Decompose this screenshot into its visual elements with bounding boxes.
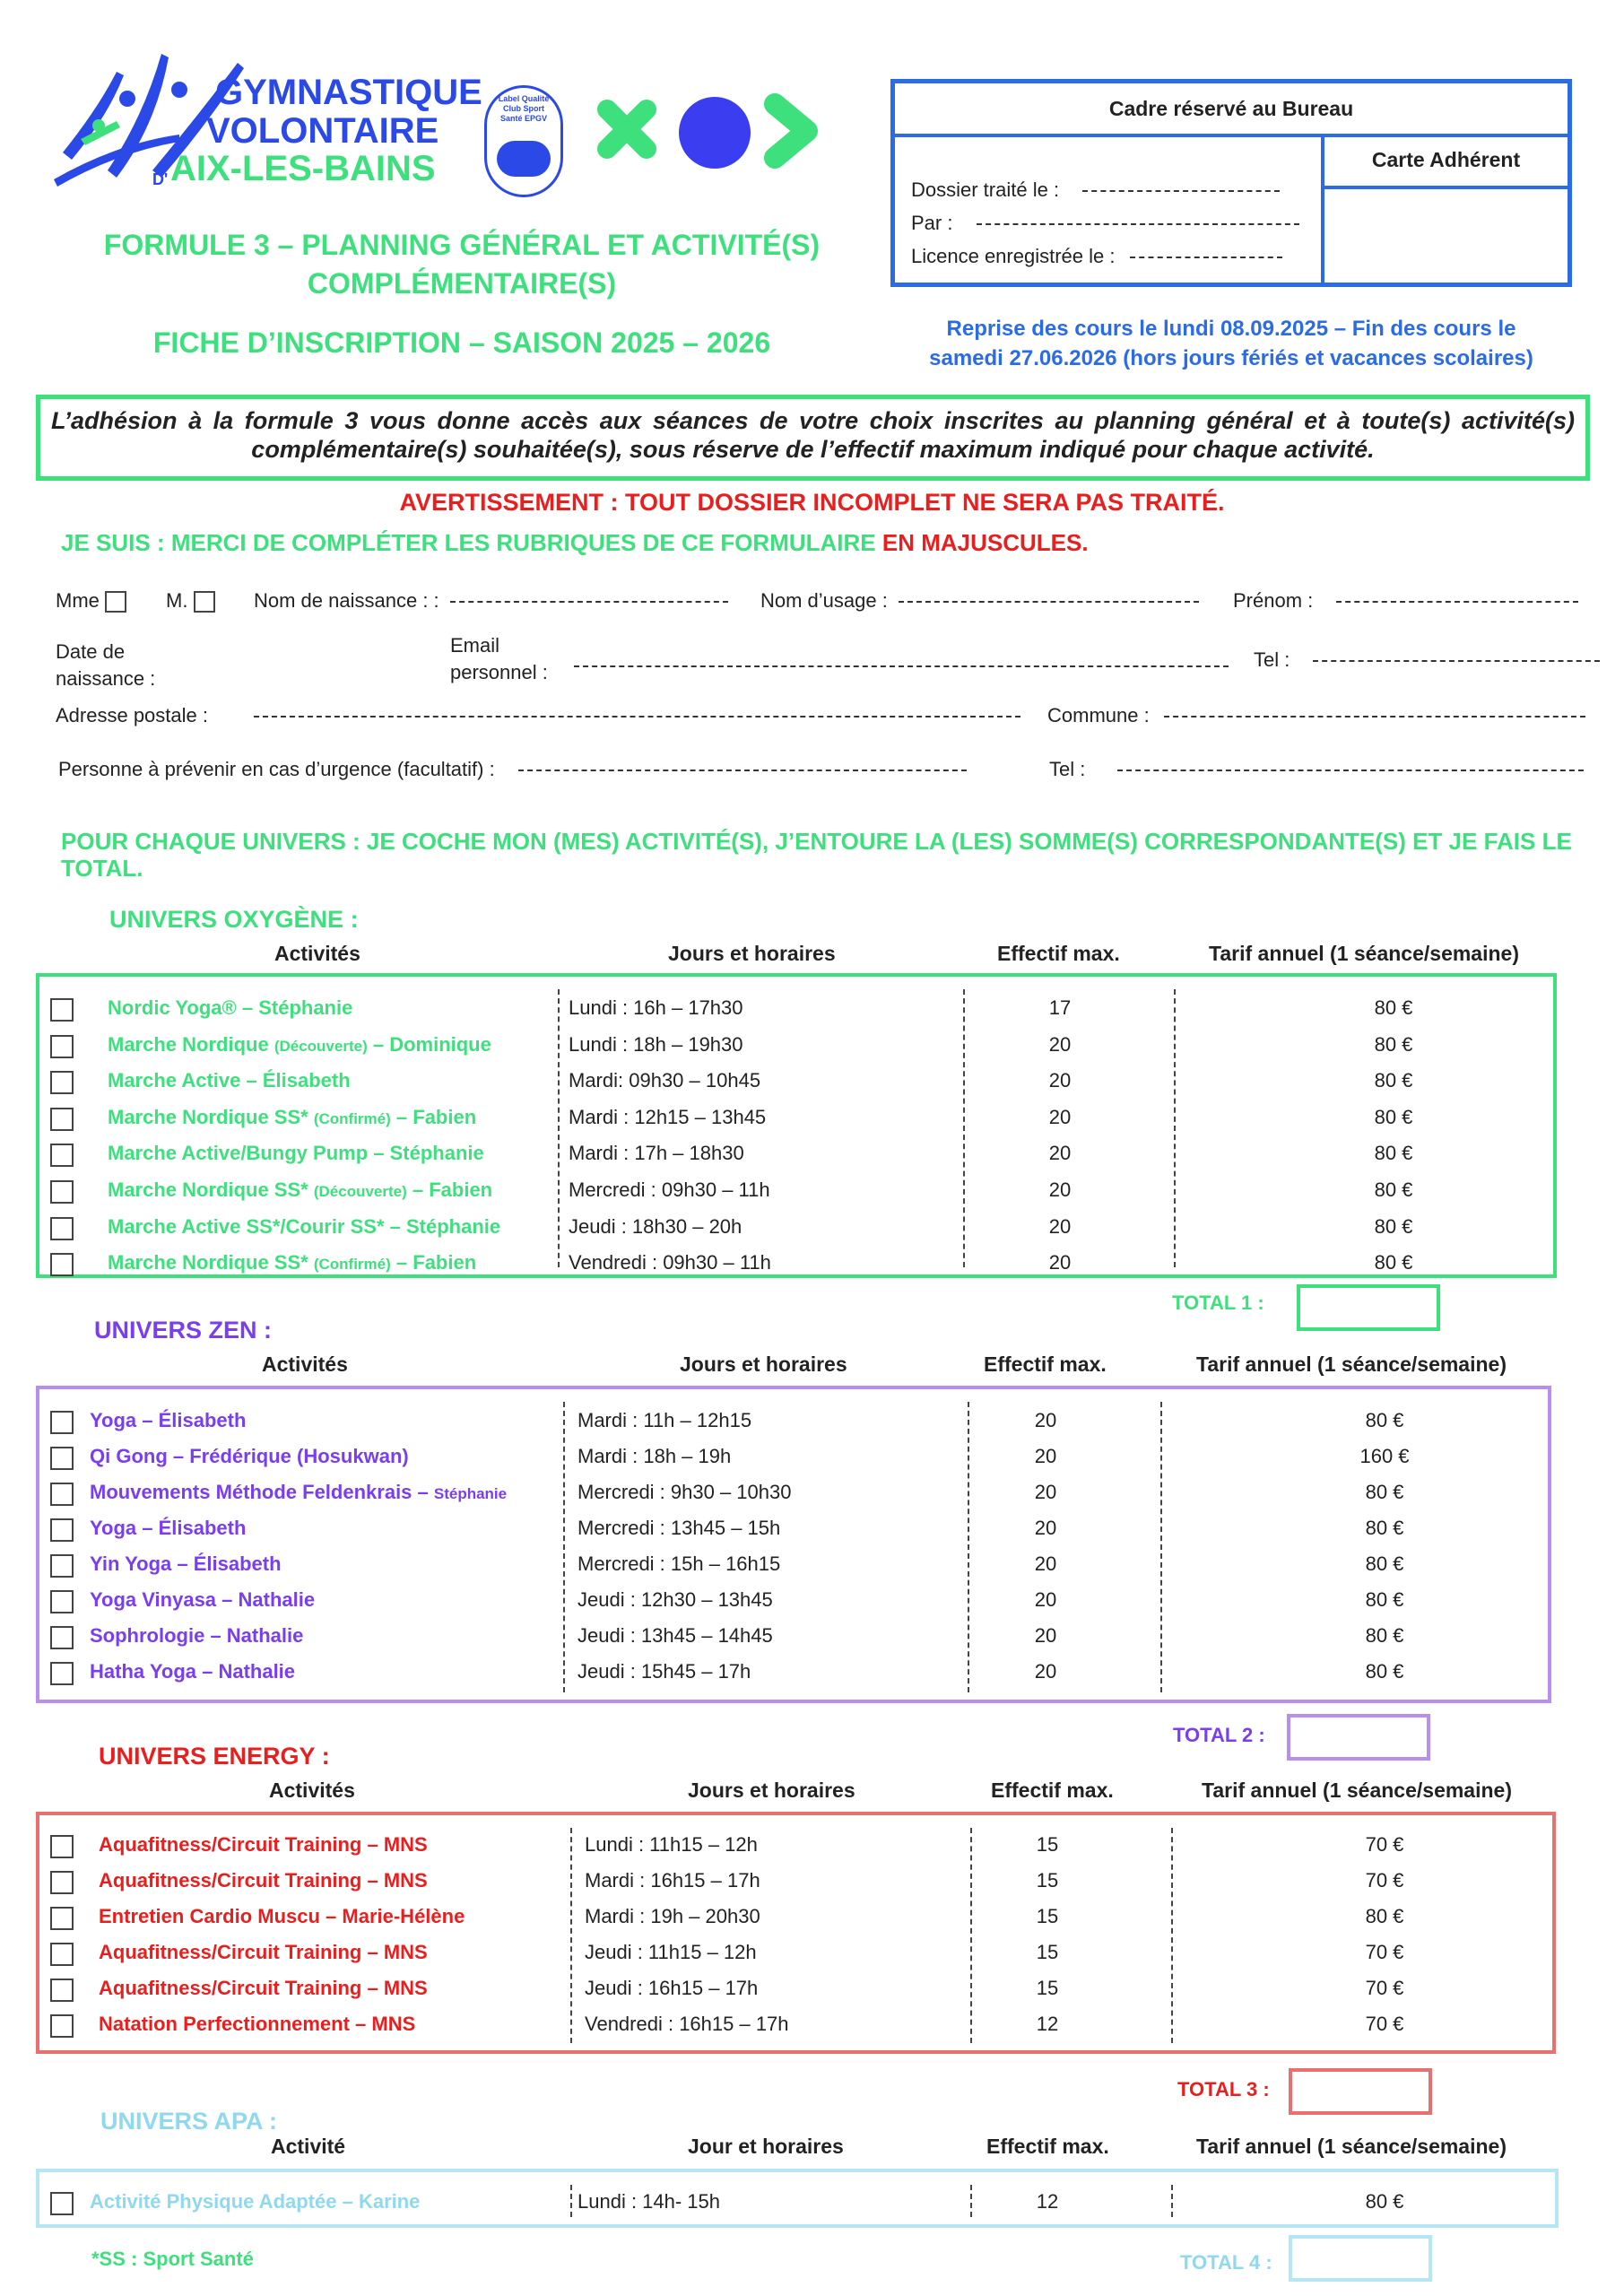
tel-label: Tel : — [1254, 648, 1290, 671]
energy-activity-name: Aquafitness/Circuit Training – MNS — [99, 1941, 428, 1963]
energy-activity-name: Aquafitness/Circuit Training – MNS — [99, 1869, 428, 1892]
quality-label-badge — [484, 85, 563, 197]
energy-activity-price[interactable]: 70 € — [1365, 1869, 1404, 1892]
zen-activity-price[interactable]: 80 € — [1365, 1409, 1404, 1431]
tel-field[interactable] — [1254, 648, 1600, 672]
energy-activity-name: Natation Perfectionnement – MNS — [99, 2013, 416, 2035]
zen-activity-schedule: Mercredi : 15h – 16h15 — [578, 1552, 781, 1575]
zen-activity-row[interactable] — [39, 1438, 1548, 1474]
member-card-title: Carte Adhérent — [1324, 134, 1568, 189]
oxygene-activity-row[interactable] — [39, 1208, 1553, 1244]
form-title-line2: COMPLÉMENTAIRE(S) — [307, 267, 617, 300]
oxygene-activity-capacity: 20 — [1048, 1069, 1072, 1092]
energy-activity-capacity: 15 — [1036, 1905, 1059, 1927]
energy-activity-schedule: Mardi : 16h15 – 17h — [585, 1869, 760, 1892]
oxygene-activity-checkbox[interactable] — [50, 1217, 74, 1240]
oxygene-activity-capacity: 20 — [1048, 1105, 1072, 1128]
energy-activity-price[interactable]: 80 € — [1365, 1905, 1404, 1927]
energy-activity-price[interactable]: 70 € — [1365, 1941, 1404, 1963]
zen-activity-row[interactable] — [39, 1653, 1548, 1689]
oxygene-activity-row[interactable] — [39, 1135, 1553, 1170]
zen-activity-checkbox[interactable] — [50, 1626, 74, 1649]
logo-prefix: D' — [152, 170, 169, 188]
apa-title: UNIVERS APA : — [100, 2108, 278, 2135]
zen-activity-row[interactable] — [39, 1581, 1548, 1617]
energy-activity-schedule: Lundi : 11h15 – 12h — [585, 1833, 758, 1856]
zen-activity-name: Yoga – Élisabeth — [90, 1517, 247, 1539]
energy-activity-capacity: 15 — [1036, 1833, 1059, 1856]
apa-col-jour: Jour et horaires — [688, 2135, 844, 2158]
resumption-line2: samedi 27.06.2026 (hors jours fériés et vacances scolaires) — [929, 346, 1533, 370]
instruction-text: POUR CHAQUE UNIVERS : JE COCHE MON (MES) ACTIVITÉ(S), J’ENTOURE LA (LES) SOMME(S) CORRESPONDANTE(S) ET JE FAIS LE TOTAL. — [61, 828, 1572, 882]
apa-table — [36, 2169, 1559, 2228]
office-fields — [911, 173, 1299, 273]
zen-activity-name: Yoga – Élisabeth — [90, 1409, 247, 1431]
energy-activity-row[interactable] — [39, 1826, 1552, 1862]
energy-activity-capacity: 15 — [1036, 1941, 1059, 1963]
urgence-field[interactable] — [58, 758, 967, 781]
energy-activity-checkbox[interactable] — [50, 1871, 74, 1894]
energy-activity-row[interactable] — [39, 1862, 1552, 1898]
total2-label: TOTAL 2 : — [1173, 1724, 1265, 1746]
oxygene-activity-checkbox[interactable] — [50, 1144, 74, 1167]
zen-activity-checkbox[interactable] — [50, 1411, 74, 1434]
energy-activity-price[interactable]: 70 € — [1365, 2013, 1404, 2035]
zen-activity-price[interactable]: 80 € — [1365, 1552, 1404, 1575]
urgence-label: Personne à prévenir en cas d’urgence (facultatif) : — [58, 758, 495, 780]
zen-activity-schedule: Jeudi : 12h30 – 13h45 — [578, 1588, 773, 1611]
zen-activity-checkbox[interactable] — [50, 1554, 74, 1578]
energy-col-jours: Jours et horaires — [688, 1779, 855, 1802]
zen-activity-name: Yin Yoga – Élisabeth — [90, 1552, 282, 1575]
mme-checkbox[interactable] — [105, 591, 126, 613]
zen-activity-price[interactable]: 80 € — [1365, 1588, 1404, 1611]
zen-activity-checkbox[interactable] — [50, 1662, 74, 1685]
zen-activity-checkbox[interactable] — [50, 1447, 74, 1470]
oxygene-activity-price[interactable]: 80 € — [1374, 1251, 1413, 1274]
oxygene-activity-name: Marche Nordique (Découverte) – Dominique — [108, 1032, 491, 1056]
oxygene-activity-price[interactable]: 80 € — [1374, 996, 1413, 1019]
oxygene-activity-checkbox[interactable] — [50, 1253, 74, 1276]
energy-activity-capacity: 15 — [1036, 1869, 1059, 1892]
nom-usage-label: Nom d’usage : — [760, 589, 888, 612]
zen-table — [36, 1386, 1551, 1703]
oxygene-activity-schedule: Lundi : 18h – 19h30 — [569, 1032, 743, 1056]
apa-col-tarif: Tarif annuel (1 séance/semaine) — [1196, 2135, 1507, 2158]
licence-label: Licence enregistrée le : — [911, 245, 1116, 267]
zen-activity-price[interactable]: 160 € — [1359, 1445, 1410, 1467]
zen-activity-price[interactable]: 80 € — [1365, 1481, 1404, 1503]
label-badge-text: Label Qualité Club Sport Santé EPGV — [498, 94, 550, 123]
oxygene-activity-price[interactable]: 80 € — [1374, 1214, 1413, 1238]
oxygene-activity-name: Marche Active/Bungy Pump – Stéphanie — [108, 1142, 484, 1165]
commune-field[interactable] — [1047, 704, 1585, 727]
energy-activity-row[interactable] — [39, 1898, 1552, 1934]
zen-col-effectif: Effectif max. — [984, 1352, 1107, 1376]
zen-activity-capacity: 20 — [1034, 1517, 1057, 1539]
intro-text: L’adhésion à la formule 3 vous donne accès aux séances de votre choix inscrites au planning général et à toute(s) activité(s) complémentaire(s) souhaitée(s), sous réserve de l’effectif maximum indiqué pour chaque activité. — [51, 407, 1575, 463]
zen-activity-price[interactable]: 80 € — [1365, 1660, 1404, 1683]
zen-col-tarif: Tarif annuel (1 séance/semaine) — [1196, 1352, 1507, 1376]
oxygene-activity-schedule: Lundi : 16h – 17h30 — [569, 996, 743, 1019]
energy-activity-row[interactable] — [39, 1934, 1552, 1970]
oxygene-activity-capacity: 20 — [1048, 1142, 1072, 1165]
chevron-right-icon — [762, 93, 825, 169]
apa-col-effectif: Effectif max. — [986, 2135, 1109, 2158]
apa-activity-schedule: Lundi : 14h- 15h — [578, 2190, 721, 2213]
oxygene-table — [36, 973, 1557, 1278]
total1-label: TOTAL 1 : — [1172, 1292, 1264, 1314]
oxygene-activity-name: Marche Nordique SS* (Découverte) – Fabien — [108, 1178, 493, 1201]
oxygene-activity-price[interactable]: 80 € — [1374, 1178, 1413, 1201]
oxygene-activity-price[interactable]: 80 € — [1374, 1032, 1413, 1056]
oxygene-activity-price[interactable]: 80 € — [1374, 1069, 1413, 1092]
logo-gymnastique: GYMNASTIQUE — [215, 73, 482, 112]
energy-activity-name: Entretien Cardio Muscu – Marie-Hélène — [99, 1905, 465, 1927]
energy-col-effectif: Effectif max. — [991, 1779, 1114, 1802]
energy-activity-price[interactable]: 70 € — [1365, 1833, 1404, 1856]
energy-activity-checkbox[interactable] — [50, 2014, 74, 2038]
m-option[interactable] — [166, 589, 215, 613]
zen-activity-checkbox[interactable] — [50, 1483, 74, 1506]
licence-line[interactable] — [1130, 257, 1282, 258]
total1-box[interactable] — [1297, 1284, 1440, 1331]
zen-activity-schedule: Mardi : 11h – 12h15 — [578, 1409, 752, 1431]
oxygene-activity-checkbox[interactable] — [50, 1180, 74, 1204]
oxygene-activity-capacity: 20 — [1048, 1032, 1072, 1056]
zen-activity-capacity: 20 — [1034, 1481, 1057, 1503]
zen-activity-name: Sophrologie – Nathalie — [90, 1624, 304, 1647]
m-checkbox[interactable] — [194, 591, 215, 613]
zen-activity-schedule: Jeudi : 15h45 – 17h — [578, 1660, 751, 1683]
energy-title: UNIVERS ENERGY : — [99, 1743, 330, 1770]
zen-activity-price[interactable]: 80 € — [1365, 1624, 1404, 1647]
oxygene-activity-checkbox[interactable] — [50, 1071, 74, 1094]
zen-activity-capacity: 20 — [1034, 1588, 1057, 1611]
energy-activity-row[interactable] — [39, 1970, 1552, 2005]
zen-activity-capacity: 20 — [1034, 1409, 1057, 1431]
cross-icon — [595, 97, 659, 161]
circle-icon — [679, 97, 751, 169]
oxygene-activity-schedule: Vendredi : 09h30 – 11h — [569, 1251, 771, 1274]
apa-activity-price[interactable]: 80 € — [1365, 2190, 1404, 2213]
energy-activity-schedule: Jeudi : 16h15 – 17h — [585, 1977, 759, 1999]
zen-activity-row[interactable] — [39, 1545, 1548, 1581]
tel2-field[interactable] — [1049, 758, 1584, 781]
oxygene-activity-name: Marche Active SS*/Courir SS* – Stéphanie — [108, 1214, 501, 1238]
oxygene-activity-row[interactable] — [39, 1062, 1553, 1098]
oxygene-activity-schedule: Mardi : 17h – 18h30 — [569, 1142, 744, 1165]
oxygene-activity-capacity: 20 — [1048, 1214, 1072, 1238]
zen-activity-row[interactable] — [39, 1509, 1548, 1545]
zen-activity-row[interactable] — [39, 1474, 1548, 1509]
zen-activity-name: Yoga Vinyasa – Nathalie — [90, 1588, 316, 1611]
oxygene-activity-schedule: Mercredi : 09h30 – 11h — [569, 1178, 770, 1201]
oxygene-activity-schedule: Jeudi : 18h30 – 20h — [569, 1214, 743, 1238]
energy-activity-schedule: Jeudi : 11h15 – 12h — [585, 1941, 757, 1963]
zen-activity-row[interactable] — [39, 1402, 1548, 1438]
birthdate-label: Date de naissance : — [56, 640, 156, 690]
adresse-field[interactable] — [56, 704, 1020, 727]
footnote: *SS : Sport Santé — [91, 2248, 254, 2270]
energy-activity-name: Aquafitness/Circuit Training – MNS — [99, 1833, 428, 1856]
apa-activity-checkbox[interactable] — [50, 2192, 74, 2215]
total4-label: TOTAL 4 : — [1180, 2251, 1272, 2274]
zen-activity-schedule: Mardi : 18h – 19h — [578, 1445, 732, 1467]
zen-activity-capacity: 20 — [1034, 1445, 1057, 1467]
email-label: Email personnel : — [450, 634, 548, 683]
oxygene-title: UNIVERS OXYGÈNE : — [109, 906, 359, 933]
energy-activity-schedule: Mardi : 19h – 20h30 — [585, 1905, 760, 1927]
email-line[interactable] — [574, 665, 1229, 667]
par-line[interactable] — [977, 223, 1299, 225]
club-logo — [45, 36, 565, 215]
zen-activity-checkbox[interactable] — [50, 1518, 74, 1542]
nom-naissance-label: Nom de naissance : : — [254, 589, 439, 612]
zen-activity-capacity: 20 — [1034, 1552, 1057, 1575]
energy-col-tarif: Tarif annuel (1 séance/semaine) — [1202, 1779, 1512, 1802]
oxygene-col-activites: Activités — [274, 942, 360, 965]
logo-volontaire: VOLONTAIRE — [206, 111, 439, 151]
form-subtitle: FICHE D’INSCRIPTION – SAISON 2025 – 2026 — [152, 326, 771, 359]
je-suis-heading — [61, 529, 1089, 557]
par-label: Par : — [911, 212, 953, 234]
oxygene-activity-checkbox[interactable] — [50, 1035, 74, 1058]
prenom-field[interactable] — [1233, 589, 1578, 613]
energy-activity-schedule: Vendredi : 16h15 – 17h — [585, 2013, 789, 2035]
energy-activity-checkbox[interactable] — [50, 1979, 74, 2002]
member-card-box — [1321, 134, 1568, 283]
energy-activity-checkbox[interactable] — [50, 1835, 74, 1858]
oxygene-col-jours: Jours et horaires — [668, 942, 836, 965]
apa-activity-capacity: 12 — [1036, 2190, 1059, 2213]
zen-activity-schedule: Jeudi : 13h45 – 14h45 — [578, 1624, 773, 1647]
dossier-label: Dossier traité le : — [911, 178, 1060, 201]
apa-col-activite: Activité — [271, 2135, 346, 2158]
tel2-label: Tel : — [1049, 758, 1086, 780]
nom-naissance-field[interactable] — [254, 589, 728, 613]
adresse-label: Adresse postale : — [56, 704, 208, 726]
zen-title: UNIVERS ZEN : — [94, 1317, 273, 1344]
oxygene-activity-capacity: 20 — [1048, 1251, 1072, 1274]
resumption-dates — [890, 314, 1572, 373]
oxygene-activity-name: Nordic Yoga® – Stéphanie — [108, 996, 353, 1019]
commune-label: Commune : — [1047, 704, 1150, 726]
oxygene-activity-row[interactable] — [39, 1244, 1553, 1280]
je-suis-red-text: EN MAJUSCULES. — [881, 529, 1089, 556]
office-reserved-box — [890, 79, 1572, 287]
zen-activity-schedule: Mercredi : 13h45 – 15h — [578, 1517, 781, 1539]
oxygene-col-tarif: Tarif annuel (1 séance/semaine) — [1209, 942, 1519, 965]
total4-box[interactable] — [1289, 2235, 1432, 2282]
form-title-line1: FORMULE 3 – PLANNING GÉNÉRAL ET ACTIVITÉ(S) — [103, 229, 821, 261]
total2-box[interactable] — [1287, 1714, 1430, 1761]
total3-box[interactable] — [1289, 2068, 1432, 2115]
energy-activity-checkbox[interactable] — [50, 1907, 74, 1930]
apa-activity-name: Activité Physique Adaptée – Karine — [90, 2190, 421, 2213]
zen-activity-name: Hatha Yoga – Nathalie — [90, 1660, 296, 1683]
energy-activity-capacity: 12 — [1036, 2013, 1059, 2035]
oxygene-activity-schedule: Mardi : 12h15 – 13h45 — [569, 1105, 767, 1128]
m-label: M. — [166, 589, 188, 612]
zen-activity-price[interactable]: 80 € — [1365, 1517, 1404, 1539]
apa-activity-row[interactable] — [39, 2183, 1555, 2219]
energy-activity-capacity: 15 — [1036, 1977, 1059, 1999]
oxygene-activity-price[interactable]: 80 € — [1374, 1142, 1413, 1165]
energy-table — [36, 1812, 1556, 2054]
energy-activity-name: Aquafitness/Circuit Training – MNS — [99, 1977, 428, 1999]
office-reserved-title: Cadre réservé au Bureau — [895, 83, 1568, 137]
dossier-line[interactable] — [1082, 190, 1280, 192]
intro-box — [36, 395, 1590, 481]
zen-activity-name: Qi Gong – Frédérique (Hosukwan) — [90, 1445, 409, 1467]
oxygene-activity-capacity: 20 — [1048, 1178, 1072, 1201]
prenom-label: Prénom : — [1233, 589, 1314, 612]
oxygene-activity-row[interactable] — [39, 1099, 1553, 1135]
oxygene-activity-price[interactable]: 80 € — [1374, 1105, 1413, 1128]
oxygene-activity-checkbox[interactable] — [50, 1108, 74, 1131]
zen-activity-row[interactable] — [39, 1617, 1548, 1653]
zen-activity-name: Mouvements Méthode Feldenkrais – Stéphanie — [90, 1481, 508, 1503]
oxygene-activity-capacity: 17 — [1048, 996, 1072, 1019]
energy-activity-checkbox[interactable] — [50, 1943, 74, 1966]
energy-activity-row[interactable] — [39, 2005, 1552, 2041]
zen-activity-checkbox[interactable] — [50, 1590, 74, 1613]
oxygene-activity-row[interactable] — [39, 1171, 1553, 1207]
logo-aix: AIX-LES-BAINS — [170, 149, 436, 188]
mme-label: Mme — [56, 589, 100, 612]
oxygene-activity-name: Marche Nordique SS* (Confirmé) – Fabien — [108, 1251, 477, 1274]
oxygene-activity-schedule: Mardi: 09h30 – 10h45 — [569, 1069, 761, 1092]
resumption-line1: Reprise des cours le lundi 08.09.2025 – Fin des cours le — [946, 317, 1516, 341]
oxygene-activity-name: Marche Nordique SS* (Confirmé) – Fabien — [108, 1105, 477, 1128]
nom-usage-field[interactable] — [760, 589, 1199, 613]
energy-activity-price[interactable]: 70 € — [1365, 1977, 1404, 1999]
oxygene-activity-name: Marche Active – Élisabeth — [108, 1069, 351, 1092]
zen-activity-capacity: 20 — [1034, 1624, 1057, 1647]
je-suis-text: JE SUIS : MERCI DE COMPLÉTER LES RUBRIQUES DE CE FORMULAIRE — [61, 529, 876, 556]
oxygene-col-effectif: Effectif max. — [997, 942, 1120, 965]
total3-label: TOTAL 3 : — [1177, 2078, 1270, 2100]
zen-activity-capacity: 20 — [1034, 1660, 1057, 1683]
zen-col-jours: Jours et horaires — [680, 1352, 847, 1376]
energy-col-activites: Activités — [269, 1779, 355, 1802]
oxygene-activity-checkbox[interactable] — [50, 998, 74, 1022]
warning-text: AVERTISSEMENT : TOUT DOSSIER INCOMPLET NE SERA PAS TRAITÉ. — [399, 489, 1225, 516]
oxygene-activity-row[interactable] — [39, 1026, 1553, 1062]
oxygene-activity-row[interactable] — [39, 989, 1553, 1025]
zen-col-activites: Activités — [262, 1352, 348, 1376]
mme-option[interactable] — [56, 589, 126, 613]
zen-activity-schedule: Mercredi : 9h30 – 10h30 — [578, 1481, 792, 1503]
